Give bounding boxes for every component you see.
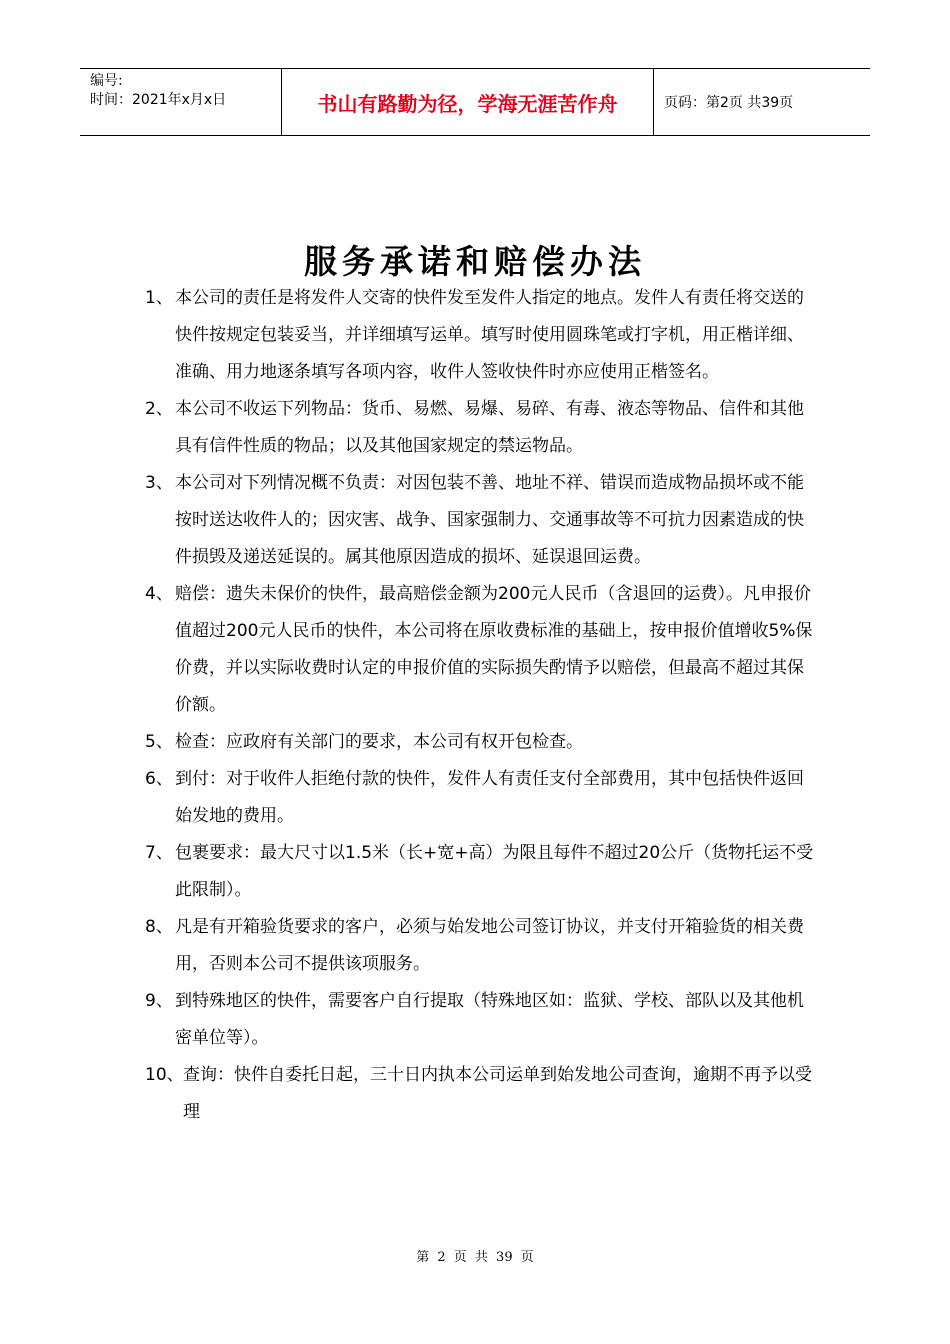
item-text: 本公司不收运下列物品：货币、易燃、易爆、易碎、有毒、液态等物品、信件和其他具有信件性质的物品；以及其他国家规定的禁运物品。 xyxy=(175,399,804,456)
list-item xyxy=(145,280,815,391)
item-text: 本公司对下列情况概不负责：对因包装不善、地址不祥、错误而造成物品损坏或不能按时送达收件人的；因灾害、战争、国家强制力、交通事故等不可抗力因素造成的快件损毁及递送延误的。属其他原因造成的损坏、延误退回运费。 xyxy=(175,473,804,567)
list-item xyxy=(145,465,815,576)
item-text: 查询：快件自委托日起，三十日内执本公司运单到始发地公司查询，逾期不再予以受理 xyxy=(183,1065,812,1122)
item-text: 到特殊地区的快件，需要客户自行提取（特殊地区如：监狱、学校、部队以及其他机密单位等）。 xyxy=(175,991,804,1048)
item-number: 2、 xyxy=(145,399,173,419)
item-text: 赔偿：遗失未保价的快件，最高赔偿金额为200元人民币（含退回的运费）。凡申报价值超过200元人民币的快件，本公司将在原收费标准的基础上，按申报价值增收5%保价费，并以实际收费时认定的申报价值的实际损失酌情予以赔偿，但最高不超过其保价额。 xyxy=(175,584,813,715)
list-item xyxy=(145,835,815,909)
item-number: 10、 xyxy=(145,1065,184,1085)
list-item xyxy=(145,391,815,465)
item-number: 7、 xyxy=(145,843,173,863)
item-number: 6、 xyxy=(145,769,173,789)
item-number: 1、 xyxy=(145,288,173,308)
list-item xyxy=(145,909,815,983)
item-number: 8、 xyxy=(145,917,173,937)
list-item xyxy=(145,761,815,835)
item-text: 包裹要求：最大尺寸以1.5米（长+宽+高）为限且每件不超过20公斤（货物托运不受此限制）。 xyxy=(175,843,814,900)
item-number: 4、 xyxy=(145,584,173,604)
page-title: 服务承诺和赔偿办法 xyxy=(304,242,646,281)
page-info: 页码：第2页 共39页 xyxy=(664,95,794,111)
item-text: 到付：对于收件人拒绝付款的快件，发件人有责任支付全部费用，其中包括快件返回始发地的费用。 xyxy=(175,769,804,826)
number-label: 编号: xyxy=(90,73,123,89)
motto: 书山有路勤为径，学海无涯苦作舟 xyxy=(282,69,654,135)
list-item xyxy=(145,576,815,724)
list-item xyxy=(145,983,815,1057)
item-number: 9、 xyxy=(145,991,173,1011)
item-text: 凡是有开箱验货要求的客户，必须与始发地公司签订协议，并支付开箱验货的相关费用，否则本公司不提供该项服务。 xyxy=(175,917,804,974)
page-footer: 第 2 页 共 39 页 xyxy=(416,1250,534,1265)
header-table xyxy=(80,68,870,136)
time-label: 时间：2021年x月x日 xyxy=(90,92,227,108)
terms-list xyxy=(145,280,815,1131)
list-item xyxy=(145,724,815,761)
item-text: 检查：应政府有关部门的要求，本公司有权开包检查。 xyxy=(175,732,583,752)
item-number: 5、 xyxy=(145,732,173,752)
item-number: 3、 xyxy=(145,473,173,493)
list-item xyxy=(145,1057,815,1131)
header-meta-cell xyxy=(80,69,282,135)
item-text: 本公司的责任是将发件人交寄的快件发至发件人指定的地点。发件人有责任将交送的快件按规定包装妥当，并详细填写运单。填写时使用圆珠笔或打字机，用正楷详细、准确、用力地逐条填写各项内容，收件人签收快件时亦应使用正楷签名。 xyxy=(175,288,804,382)
